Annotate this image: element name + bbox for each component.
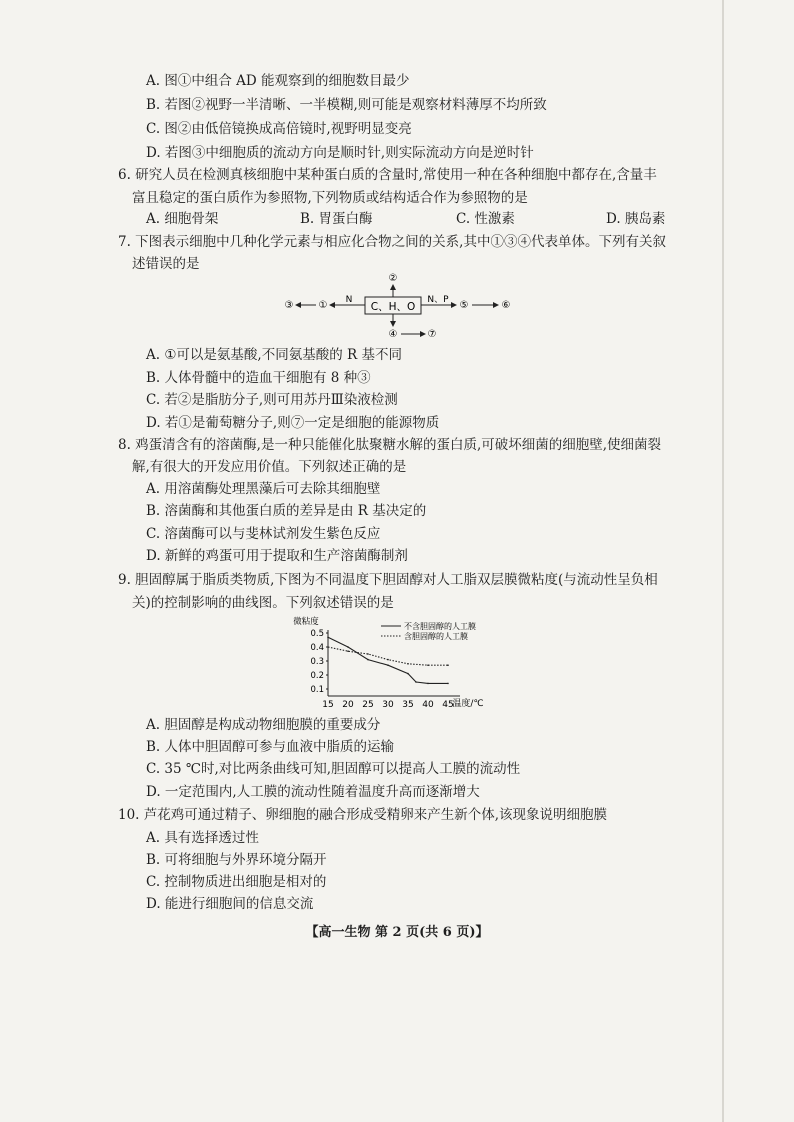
q10-stem: 10. 芦花鸡可通过精子、卵细胞的融合形成受精卵来产生新个体,该现象说明细胞膜	[118, 807, 608, 823]
data-point	[427, 664, 429, 666]
node-7: ⑦	[427, 329, 437, 340]
center-elements-label: C、H、O	[370, 301, 416, 313]
data-point	[447, 664, 449, 666]
data-point	[447, 683, 449, 685]
q6-stem-line1: 6. 研究人员在检测真核细胞中某种蛋白质的含量时,常使用一种在各种细胞中都存在,含量丰	[118, 167, 657, 183]
data-point	[347, 646, 349, 648]
node-2: ②	[388, 273, 398, 284]
data-point	[327, 646, 329, 648]
data-point	[367, 659, 369, 661]
q6-options	[0, 208, 794, 230]
node-6: ⑥	[501, 300, 511, 311]
x-tick-label: 40	[422, 700, 434, 710]
q8-option-d: D. 新鲜的鸡蛋可用于提取和生产溶菌酶制剂	[146, 548, 408, 564]
q7-option-b: B. 人体骨髓中的造血干细胞有 8 种③	[146, 370, 371, 386]
x-tick-label: 35	[402, 700, 414, 710]
data-point	[387, 659, 389, 661]
data-point	[407, 673, 409, 675]
label-n: N	[345, 295, 353, 305]
q5-option-a: A. 图①中组合 AD 能观察到的细胞数目最少	[146, 73, 410, 89]
x-tick-label: 25	[362, 700, 374, 710]
y-tick-label: 0.1	[310, 685, 324, 695]
q8-stem-line2: 解,有很大的开发应用价值。下列叙述正确的是	[132, 459, 407, 475]
q8-option-c: C. 溶菌酶可以与斐林试剂发生紫色反应	[146, 526, 381, 542]
q10-option-b: B. 可将细胞与外界环境分隔开	[146, 852, 327, 868]
series-line-with-cholesterol	[328, 647, 448, 665]
label-np: N、P	[427, 295, 449, 305]
data-point	[407, 663, 409, 665]
q6-stem-line2: 富且稳定的蛋白质作为参照物,下列物质或结构适合作为参照物的是	[132, 190, 528, 206]
q7-stem-line1: 7. 下图表示细胞中几种化学元素与相应化合物之间的关系,其中①③④代表单体。下列有关叙	[118, 234, 666, 250]
q10-option-a: A. 具有选择透过性	[146, 830, 259, 846]
y-tick-label: 0.2	[310, 671, 324, 681]
q5-option-d: D. 若图③中细胞质的流动方向是顺时针,则实际流动方向是逆时针	[146, 145, 534, 161]
q7-option-a: A. ①可以是氨基酸,不同氨基酸的 R 基不同	[146, 347, 402, 363]
page-footer: 【高一生物 第 2 页(共 6 页)】	[305, 925, 489, 940]
q7-stem-line2: 述错误的是	[132, 256, 200, 272]
q9-option-d: D. 一定范围内,人工膜的流动性随着温度升高而逐渐增大	[146, 784, 480, 800]
legend-series-2: 含胆固醇的人工膜	[404, 632, 468, 641]
viscosity-chart	[276, 612, 516, 712]
q6-option-a: A. 细胞骨架	[146, 211, 219, 227]
y-axis-label: 微粘度	[293, 617, 319, 627]
legend-series-1: 不含胆固醇的人工膜	[404, 622, 476, 631]
q9-stem-line1: 9. 胆固醇属于脂质类物质,下图为不同温度下胆固醇对人工脂双层膜微粘度(与流动性呈负相	[118, 572, 658, 588]
q9-option-a: A. 胆固醇是构成动物细胞膜的重要成分	[146, 717, 381, 733]
q5-option-b: B. 若图②视野一半清晰、一半模糊,则可能是观察材料薄厚不均所致	[146, 97, 547, 113]
q5-option-c: C. 图②由低倍镜换成高倍镜时,视野明显变亮	[146, 121, 412, 137]
q6-option-b: B. 胃蛋白酶	[300, 211, 373, 227]
x-tick-label: 15	[322, 700, 334, 710]
q8-stem-line1: 8. 鸡蛋清含有的溶菌酶,是一种只能催化肽聚糖水解的蛋白质,可破坏细菌的细胞壁,使细菌裂	[118, 437, 662, 453]
y-tick-label: 0.3	[310, 657, 324, 667]
data-point	[367, 653, 369, 655]
x-tick-label: 30	[382, 700, 394, 710]
node-4: ④	[388, 329, 398, 340]
y-tick-label: 0.5	[310, 629, 324, 639]
chart-layer	[310, 629, 460, 710]
node-1: ①	[318, 300, 328, 311]
q9-stem-line2: 关)的控制影响的曲线图。下列叙述错误的是	[132, 595, 394, 611]
compound-diagram	[280, 270, 530, 342]
q7-option-c: C. 若②是脂肪分子,则可用苏丹Ⅲ染液检测	[146, 392, 398, 408]
data-point	[427, 683, 429, 685]
q6-option-c: C. 性激素	[456, 211, 515, 227]
x-tick-label: 45	[442, 700, 454, 710]
node-3: ③	[284, 300, 294, 311]
page-edge-line	[722, 0, 724, 1122]
q9-option-c: C. 35 ℃时,对比两条曲线可知,胆固醇可以提高人工膜的流动性	[146, 761, 521, 777]
data-point	[327, 636, 329, 638]
y-tick-label: 0.4	[310, 643, 324, 653]
q8-option-a: A. 用溶菌酶处理黑藻后可去除其细胞壁	[146, 481, 381, 497]
x-tick-label: 20	[342, 700, 354, 710]
q9-option-b: B. 人体中胆固醇可参与血液中脂质的运输	[146, 739, 395, 755]
q10-option-d: D. 能进行细胞间的信息交流	[146, 896, 314, 912]
q6-option-d: D. 胰岛素	[606, 211, 666, 227]
q8-option-b: B. 溶菌酶和其他蛋白质的差异是由 R 基决定的	[146, 503, 427, 519]
x-axis-label: 温度/℃	[452, 699, 484, 709]
data-point	[387, 664, 389, 666]
node-5: ⑤	[459, 300, 469, 311]
data-point	[415, 681, 417, 683]
q10-option-c: C. 控制物质进出细胞是相对的	[146, 874, 327, 890]
q7-option-d: D. 若①是葡萄糖分子,则⑦一定是细胞的能源物质	[146, 415, 440, 431]
data-point	[347, 650, 349, 652]
